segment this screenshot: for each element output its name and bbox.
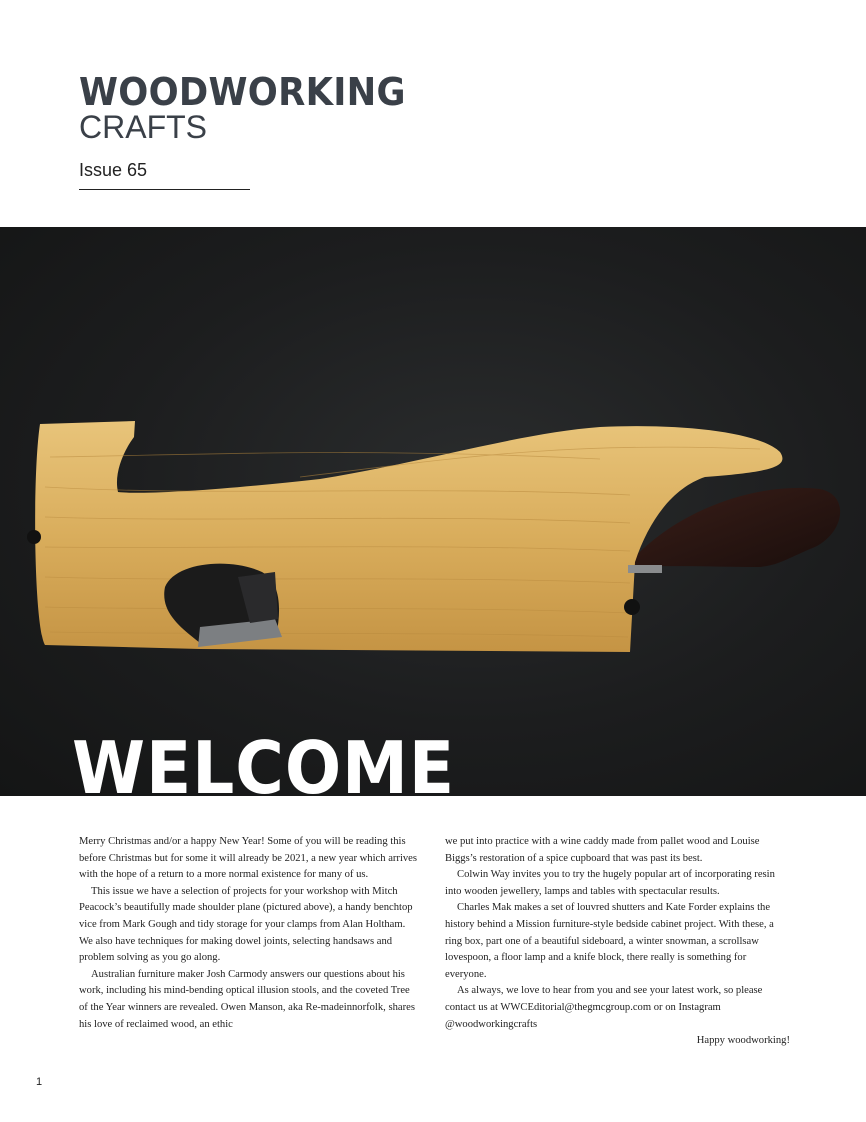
- paragraph: Australian furniture maker Josh Carmody answers our questions about his work, including his mind-bending optical illusion stools, and the coveted Tree of the Year winners are revealed. Owen Manson, aka Re-madeinnorfolk, shares his love of reclaimed wood, an ethic: [79, 968, 415, 1030]
- paragraph: Colwin Way invites you to try the hugely popular art of incorporating resin into wooden jewellery, lamps and tables with spectacular results.: [445, 869, 775, 897]
- page-number: 1: [36, 1076, 43, 1088]
- shoulder-plane-image: [0, 227, 866, 796]
- issue-label: Issue 65: [79, 160, 250, 190]
- brand-subtitle: CRAFTS: [79, 109, 207, 145]
- paragraph: we put into practice with a wine caddy made from pallet wood and Louise Biggs’s restoration of a spice cupboard that was past its best.: [445, 836, 760, 864]
- paragraph: Charles Mak makes a set of louvred shutters and Kate Forder explains the history behind a Mission furniture-style bedside cabinet project. With these, a ring box, part one of a beautiful sideboard, a winter snowman, a scrollsaw lovespoon, a floor lamp and a knife block, there really is something for everyone.: [445, 902, 774, 980]
- hero-photo: [0, 227, 866, 796]
- paragraph: As always, we love to hear from you and see your latest work, so please contact us at WWCEditorial@thegmcgroup.com or on Instagram @woodworkingcrafts: [445, 985, 763, 1030]
- brand-title: WOODWORKING: [79, 70, 406, 114]
- masthead: [79, 72, 430, 144]
- signoff: Happy woodworking!: [696, 1035, 790, 1047]
- article-column-right: [445, 834, 790, 1050]
- welcome-heading: WELCOME: [72, 726, 456, 810]
- paragraph: Merry Christmas and/or a happy New Year! Some of you will be reading this before Christmas but for some it will already be 2021, a new year which arrives with the hope of a return to a more normal existence for many of us.: [79, 836, 418, 881]
- paragraph: This issue we have a selection of projects for your workshop with Mitch Peacock’s beautifully made shoulder plane (pictured above), a handy benchtop vice from Mark Gough and tidy storage for your clamps from Alan Holtham. We also have techniques for making dowel joints, selecting handsaws and problem solving as you go along.: [79, 885, 413, 964]
- article-column-left: [79, 834, 419, 1033]
